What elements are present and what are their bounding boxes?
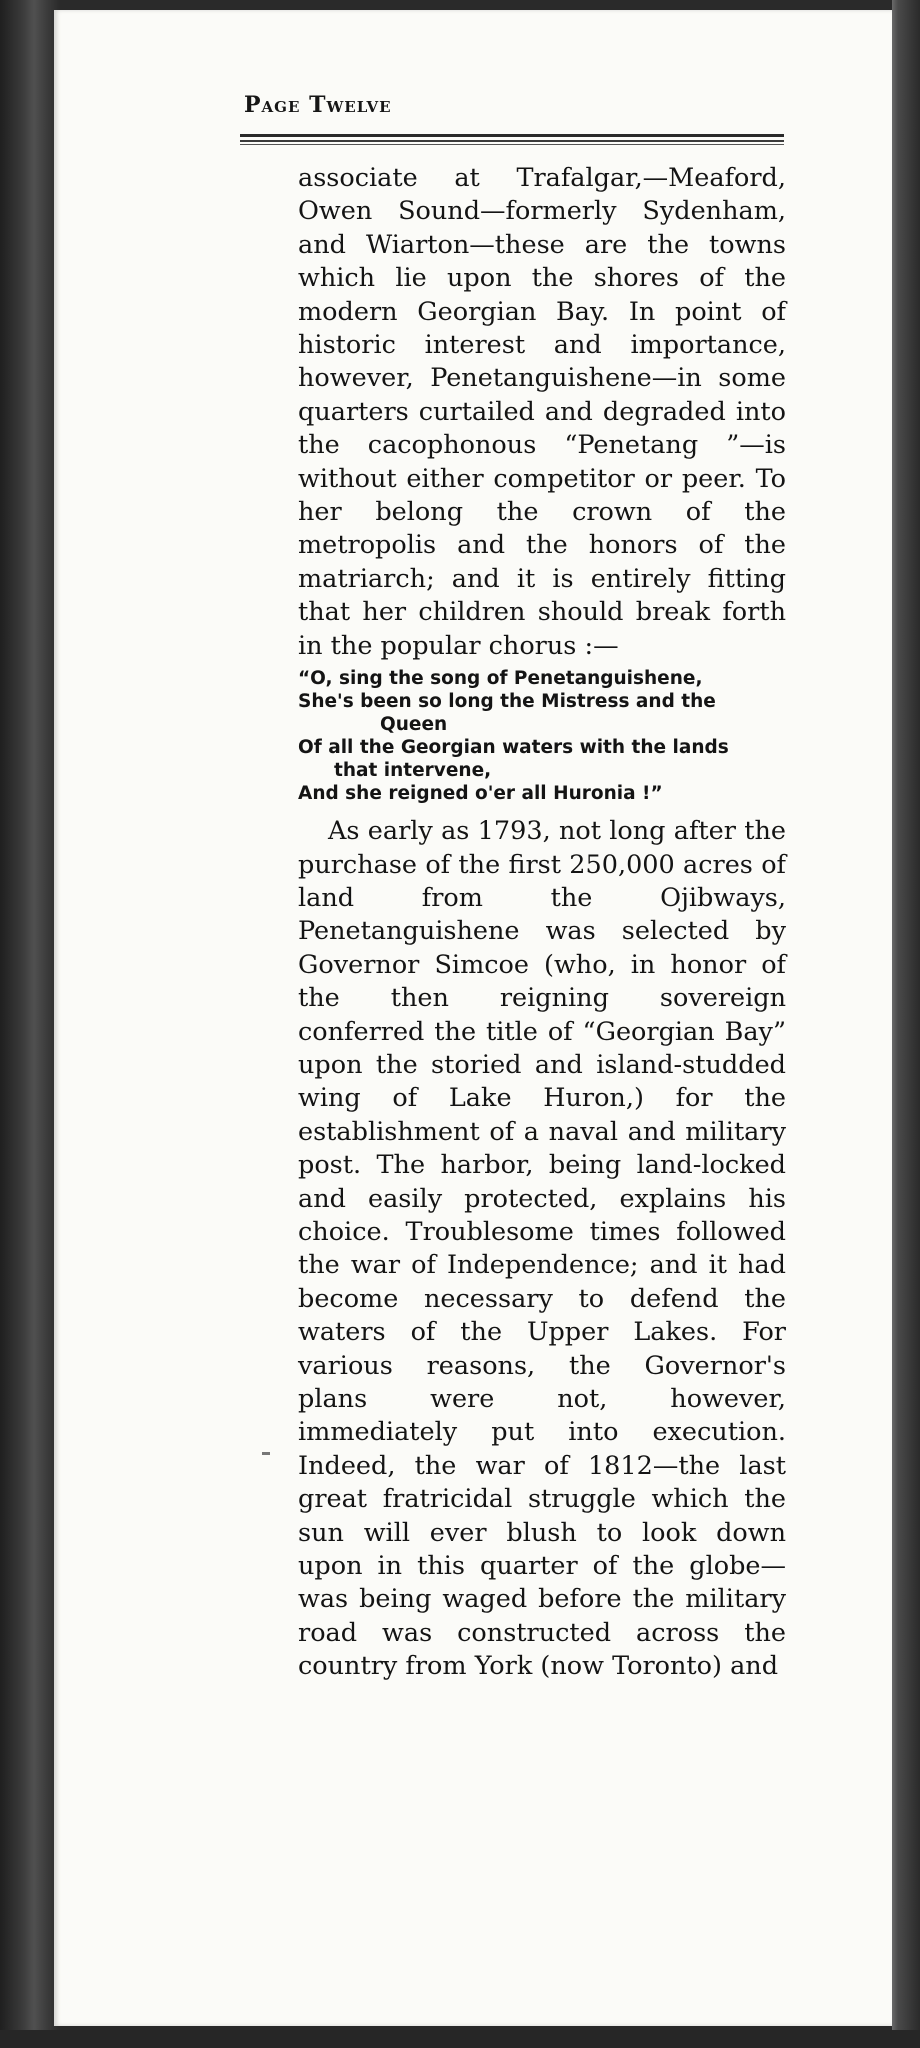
verse-line-1: “O, sing the song of Penetanguishene, — [298, 668, 703, 690]
running-head: Page Twelve — [244, 92, 392, 118]
paragraph-1: associate at Trafalgar,—Meaford, Owen Sound—formerly Sydenham, and Wiarton—these are the towns which lie upon the shores of the modern Georgian Bay. In point of historic interest and importance, however, Penetanguishene—in some quarters curtailed and degraded into the cacophonous “Penetang ”—is without either competitor or peer. To her belong the crown of the metropolis and the honors of the matriarch; and it is entirely fitting that her children should break forth in the popular chorus :— — [298, 163, 786, 661]
header-rule — [240, 134, 784, 148]
paragraph-2: As early as 1793, not long after the purchase of the first 250,000 acres of land from the Ojibways, Penetanguishene was selected by Governor Simcoe (who, in honor of the then reigning sovereign conferred the title of “Georgian Bay” upon the storied and island-studded wing of Lake Huron,) for the establishment of a naval and military post. The harbor, being land-locked and easily protected, explains his choice. Troublesome times followed the war of Independence; and it had become necessary to defend the waters of the Upper Lakes. For various reasons, the Governor's plans were not, however, immediately put into execution. Indeed, the war of 1812—the last great fratricidal struggle which the sun will ever blush to look down upon in this quarter of the globe—was being waged before the military road was constructed across the country from York (now Toronto) and — [298, 816, 786, 1682]
verse-line-5: that intervene, — [334, 760, 492, 782]
verse-line-4: Of all the Georgian waters with the lands — [298, 737, 729, 759]
text-column — [298, 162, 786, 1684]
rule-line-mid — [240, 140, 784, 142]
scan-edge-right — [892, 0, 920, 2048]
verse-line-3: Queen — [380, 714, 448, 736]
rule-line-thin — [240, 144, 784, 145]
verse-block — [298, 667, 786, 805]
verse-line-6: And she reigned o'er all Huronia !” — [298, 783, 663, 805]
scan-edge-bottom — [0, 2030, 920, 2048]
rule-line-thick — [240, 134, 784, 137]
print-speck — [262, 1452, 270, 1455]
verse-line-2: She's been so long the Mistress and the — [298, 691, 716, 713]
